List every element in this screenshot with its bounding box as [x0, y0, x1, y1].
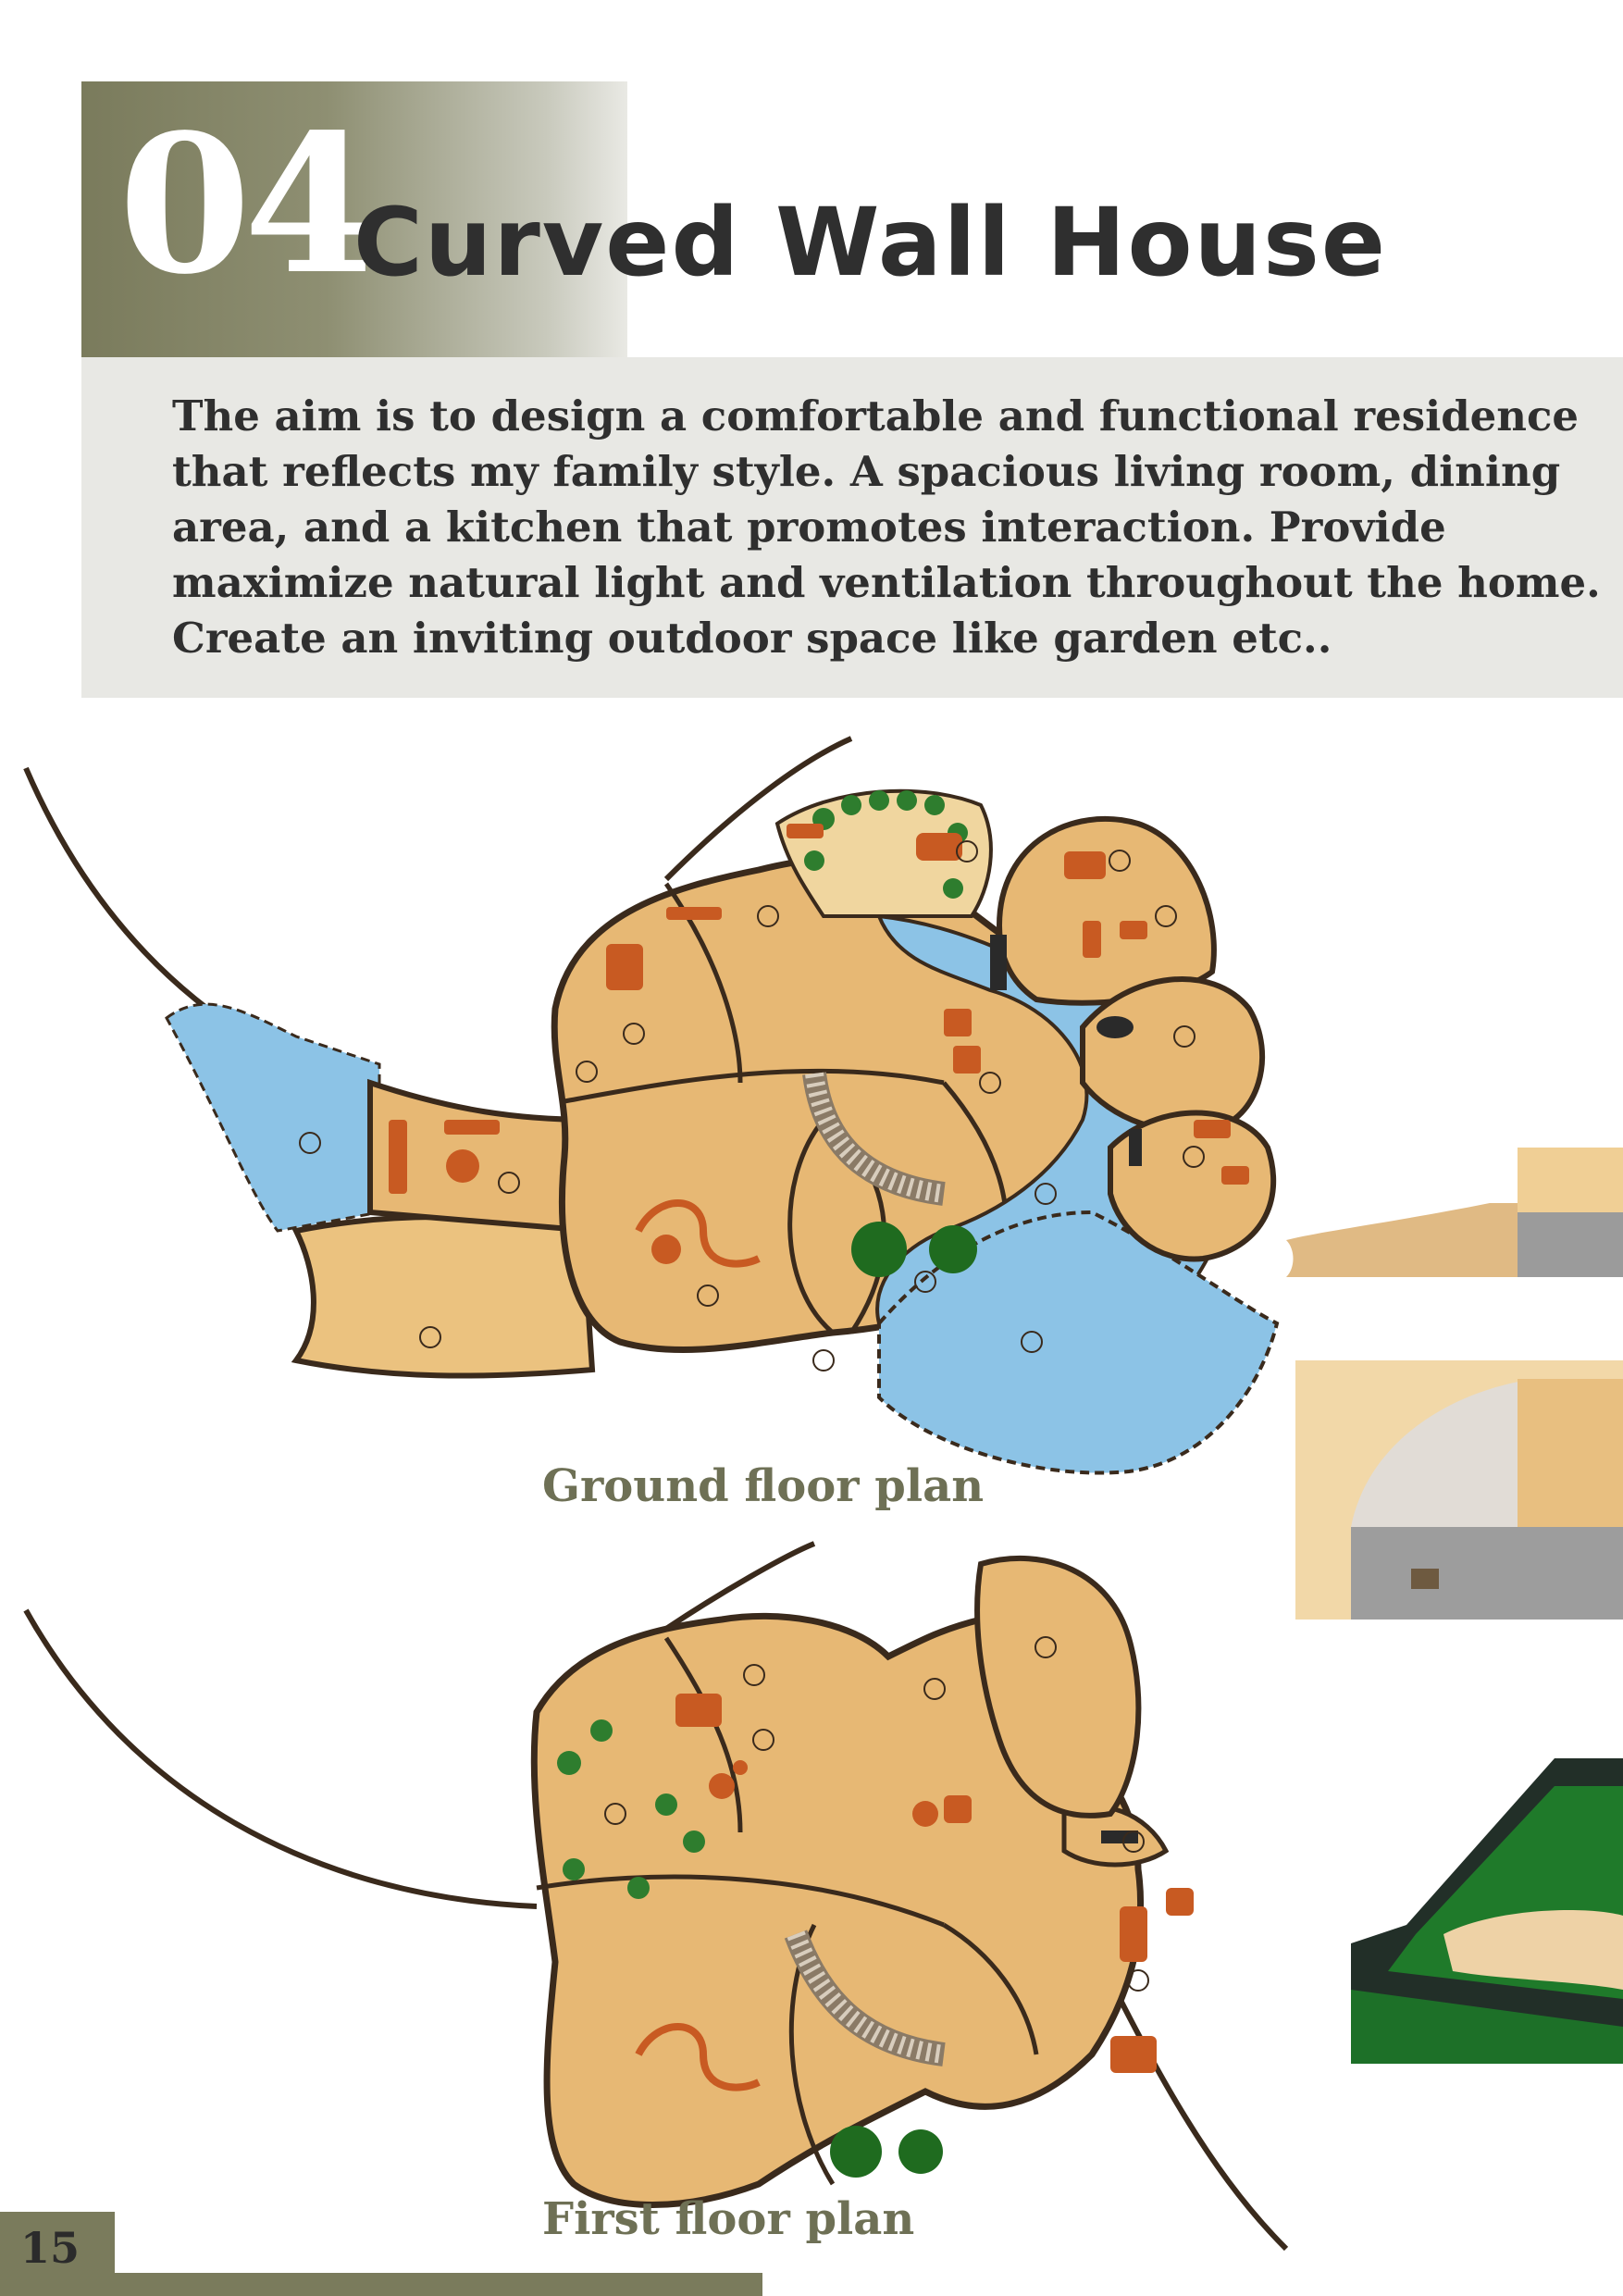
page-title: Curved Wall House [353, 188, 1388, 298]
first-floor-plan [19, 1536, 1295, 2258]
footer-bar [115, 2273, 762, 2296]
ground-floor-caption: Ground floor plan [542, 1460, 985, 1512]
ground-floor-plan [19, 731, 1295, 1499]
model-photo [1351, 1758, 1623, 2064]
section-number: 04 [118, 93, 369, 316]
elevation-bottom [1295, 1360, 1623, 1620]
first-floor-caption: First floor plan [542, 2193, 915, 2245]
page-number: 15 [20, 2223, 81, 2273]
elevation-top [1286, 1138, 1623, 1286]
description-text: The aim is to design a comfortable and functional residence that reflects my family style. A spacious living room, dining area, and a kitchen that promotes interaction. Provide maximize natural light and ventilation throughout the home. Create an inviting outdoor space like garden etc.. [172, 391, 1601, 663]
